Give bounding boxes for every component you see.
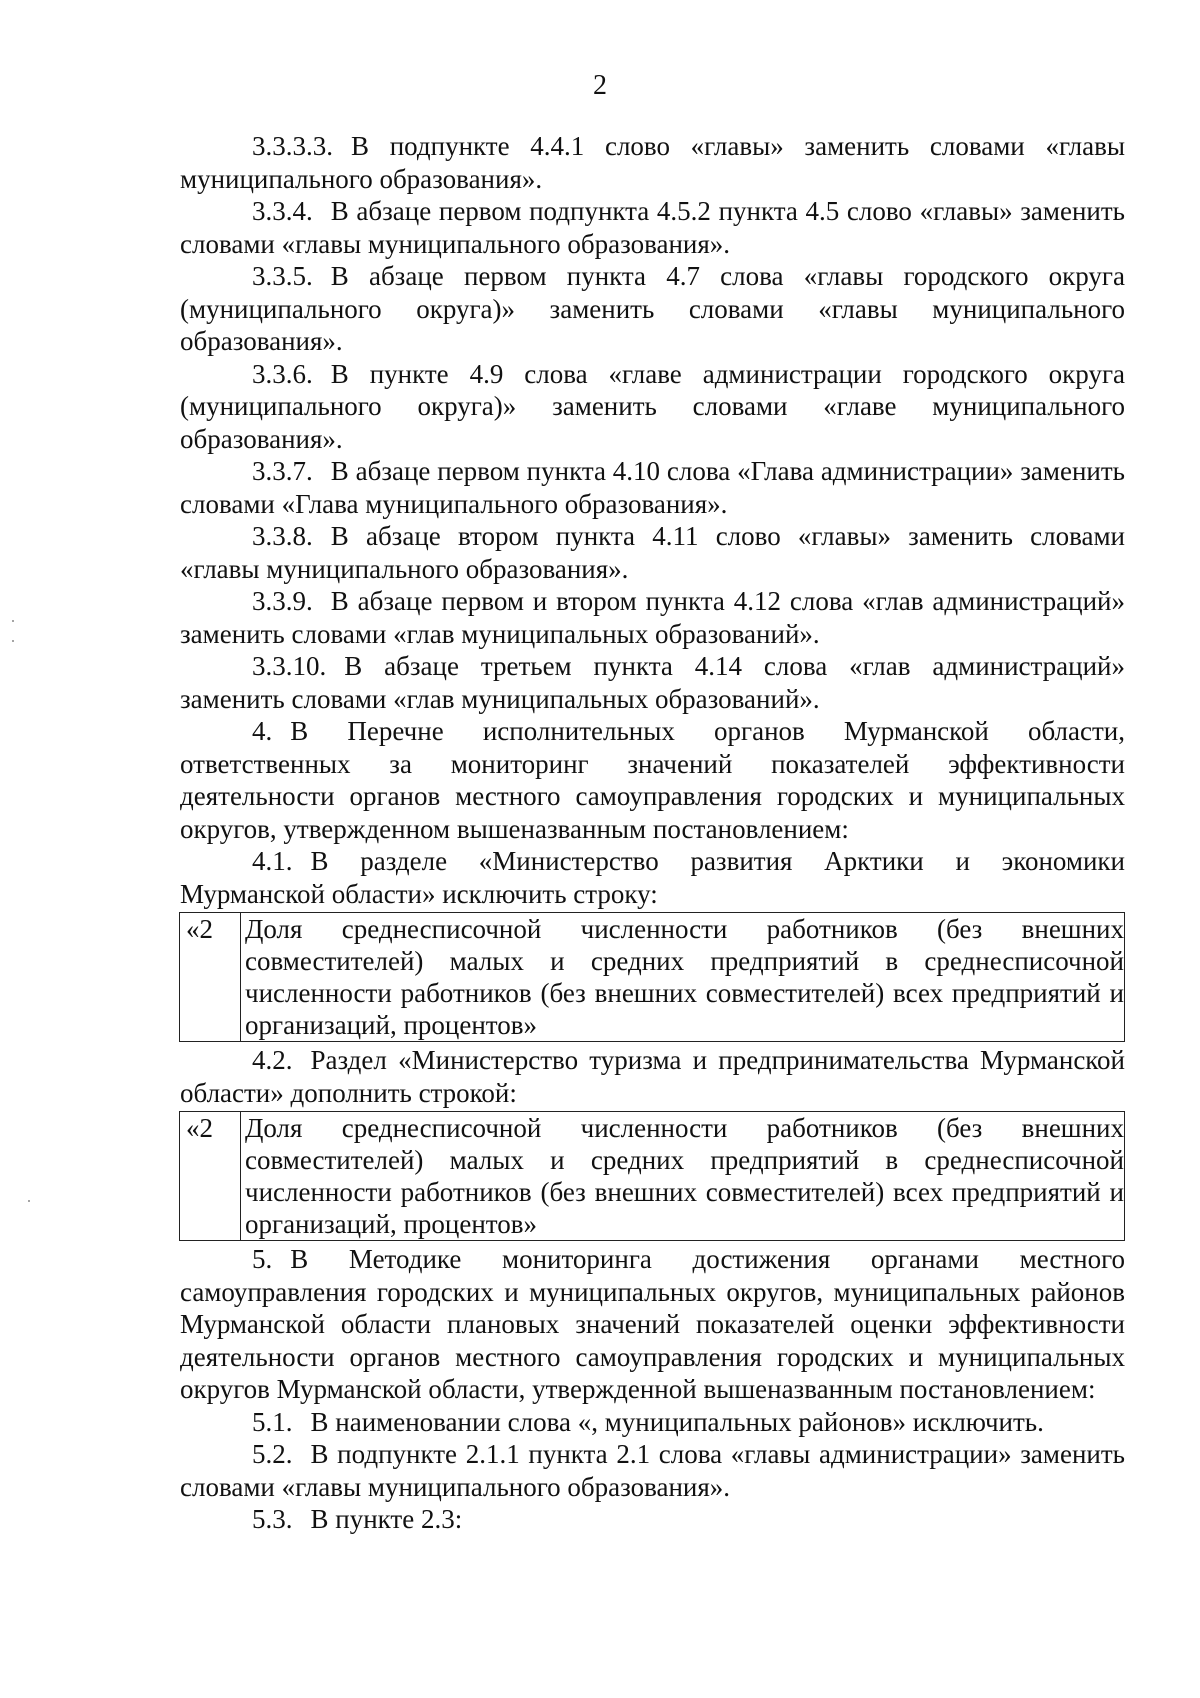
document-body (180, 130, 1125, 1536)
table-row (180, 1112, 1125, 1241)
scan-speck (12, 620, 14, 622)
paragraph (180, 1044, 1125, 1109)
item-number: 5.3. (252, 1504, 293, 1534)
paragraph-text: В разделе «Министерство развития Арктики и экономики Мурманской области» исключить строку: (180, 846, 1125, 909)
paragraph (180, 130, 1125, 195)
item-number: 4.1. (252, 846, 293, 876)
row-number-cell: «2 (180, 1112, 241, 1241)
scan-speck (12, 640, 14, 642)
paragraph (180, 358, 1125, 456)
row-number-cell: «2 (180, 913, 241, 1042)
item-number: 5. (252, 1244, 273, 1274)
paragraph-text: В пункте 2.3: (310, 1504, 463, 1534)
paragraph-text: В абзаце втором пункта 4.11 слово «главы» заменить словами «главы муниципального образования». (180, 521, 1125, 584)
page-number: 2 (593, 70, 607, 101)
item-number: 3.3.9. (252, 586, 313, 616)
item-number: 3.3.4. (252, 196, 313, 226)
paragraph (180, 650, 1125, 715)
item-number: 3.3.7. (252, 456, 313, 486)
item-number: 3.3.8. (252, 521, 313, 551)
paragraph (180, 715, 1125, 845)
paragraph-text: В подпункте 2.1.1 пункта 2.1 слова «главы администрации» заменить словами «главы муниципального образования». (180, 1439, 1125, 1502)
paragraphs-before (180, 130, 1125, 910)
paragraph (180, 455, 1125, 520)
item-number: 3.3.5. (252, 261, 313, 291)
row-text-cell: Доля среднесписочной численности работников (без внешних совместителей) малых и средних предприятий в среднесписочной численности работников (без внешних совместителей) всех предприятий и организаций, процентов» (241, 1112, 1125, 1241)
excluded-row-table (179, 912, 1125, 1042)
item-number: 3.3.6. (252, 358, 313, 389)
paragraph (180, 1406, 1125, 1439)
paragraph (180, 585, 1125, 650)
paragraph (180, 1503, 1125, 1536)
row-text-cell: Доля среднесписочной численности работников (без внешних совместителей) малых и средних предприятий в среднесписочной численности работников (без внешних совместителей) всех предприятий и организаций, процентов» (241, 913, 1125, 1042)
paragraph-text: В абзаце первом пункта 4.7 слова «главы городского округа (муниципального округа)» заменить словами «главы муниципального образования». (180, 261, 1125, 356)
item-number: 4. (252, 716, 273, 746)
paragraph-text: В абзаце первом подпункта 4.5.2 пункта 4.5 слово «главы» заменить словами «главы муниципального образования». (180, 196, 1125, 259)
item-number: 3.3.3.3. (252, 131, 333, 161)
paragraph (180, 1438, 1125, 1503)
paragraph (180, 845, 1125, 910)
paragraph (180, 520, 1125, 585)
paragraph (180, 195, 1125, 260)
item-number: 5.1. (252, 1406, 293, 1437)
paragraph-text: В Методике мониторинга достижения органами местного самоуправления городских и муниципальных округов, муниципальных районов Мурманской области плановых значений показателей оценки эффективности деятельности органов местного самоуправления городских и муниципальных округов Мурманской области, утвержденной вышеназванным постановлением: (180, 1244, 1125, 1404)
paragraph (180, 1243, 1125, 1406)
paragraph-text: В абзаце первом пункта 4.10 слова «Глава администрации» заменить словами «Глава муниципального образования». (180, 456, 1125, 519)
paragraph-text: Раздел «Министерство туризма и предпринимательства Мурманской области» дополнить строкой: (180, 1045, 1125, 1108)
added-row-table (179, 1111, 1125, 1241)
paragraph (180, 260, 1125, 358)
paragraph-text: В абзаце первом и втором пункта 4.12 слова «глав администраций» заменить словами «глав муниципальных образований». (180, 586, 1125, 649)
paragraph-text: В подпункте 4.4.1 слово «главы» заменить словами «главы муниципального образования». (180, 131, 1125, 194)
paragraphs-after (180, 1243, 1125, 1536)
paragraph-text: В абзаце третьем пункта 4.14 слова «глав администраций» заменить словами «глав муниципальных образований». (180, 651, 1125, 714)
paragraph-text: В Перечне исполнительных органов Мурманской области, ответственных за мониторинг значений показателей эффективности деятельности органов местного самоуправления городских и муниципальных округов, утвержденном вышеназванным постановлением: (180, 716, 1125, 844)
item-number: 3.3.10. (252, 651, 327, 681)
paragraph-text: В пункте 4.9 слова «главе администрации городского округа (муниципального округа)» заменить словами «главе муниципального образования». (180, 358, 1125, 454)
item-number: 4.2. (252, 1045, 293, 1075)
paragraph-text: В наименовании слова «, муниципальных районов» исключить. (310, 1406, 1044, 1437)
table-row (180, 913, 1125, 1042)
scan-speck (28, 1200, 30, 1202)
item-number: 5.2. (252, 1439, 293, 1469)
